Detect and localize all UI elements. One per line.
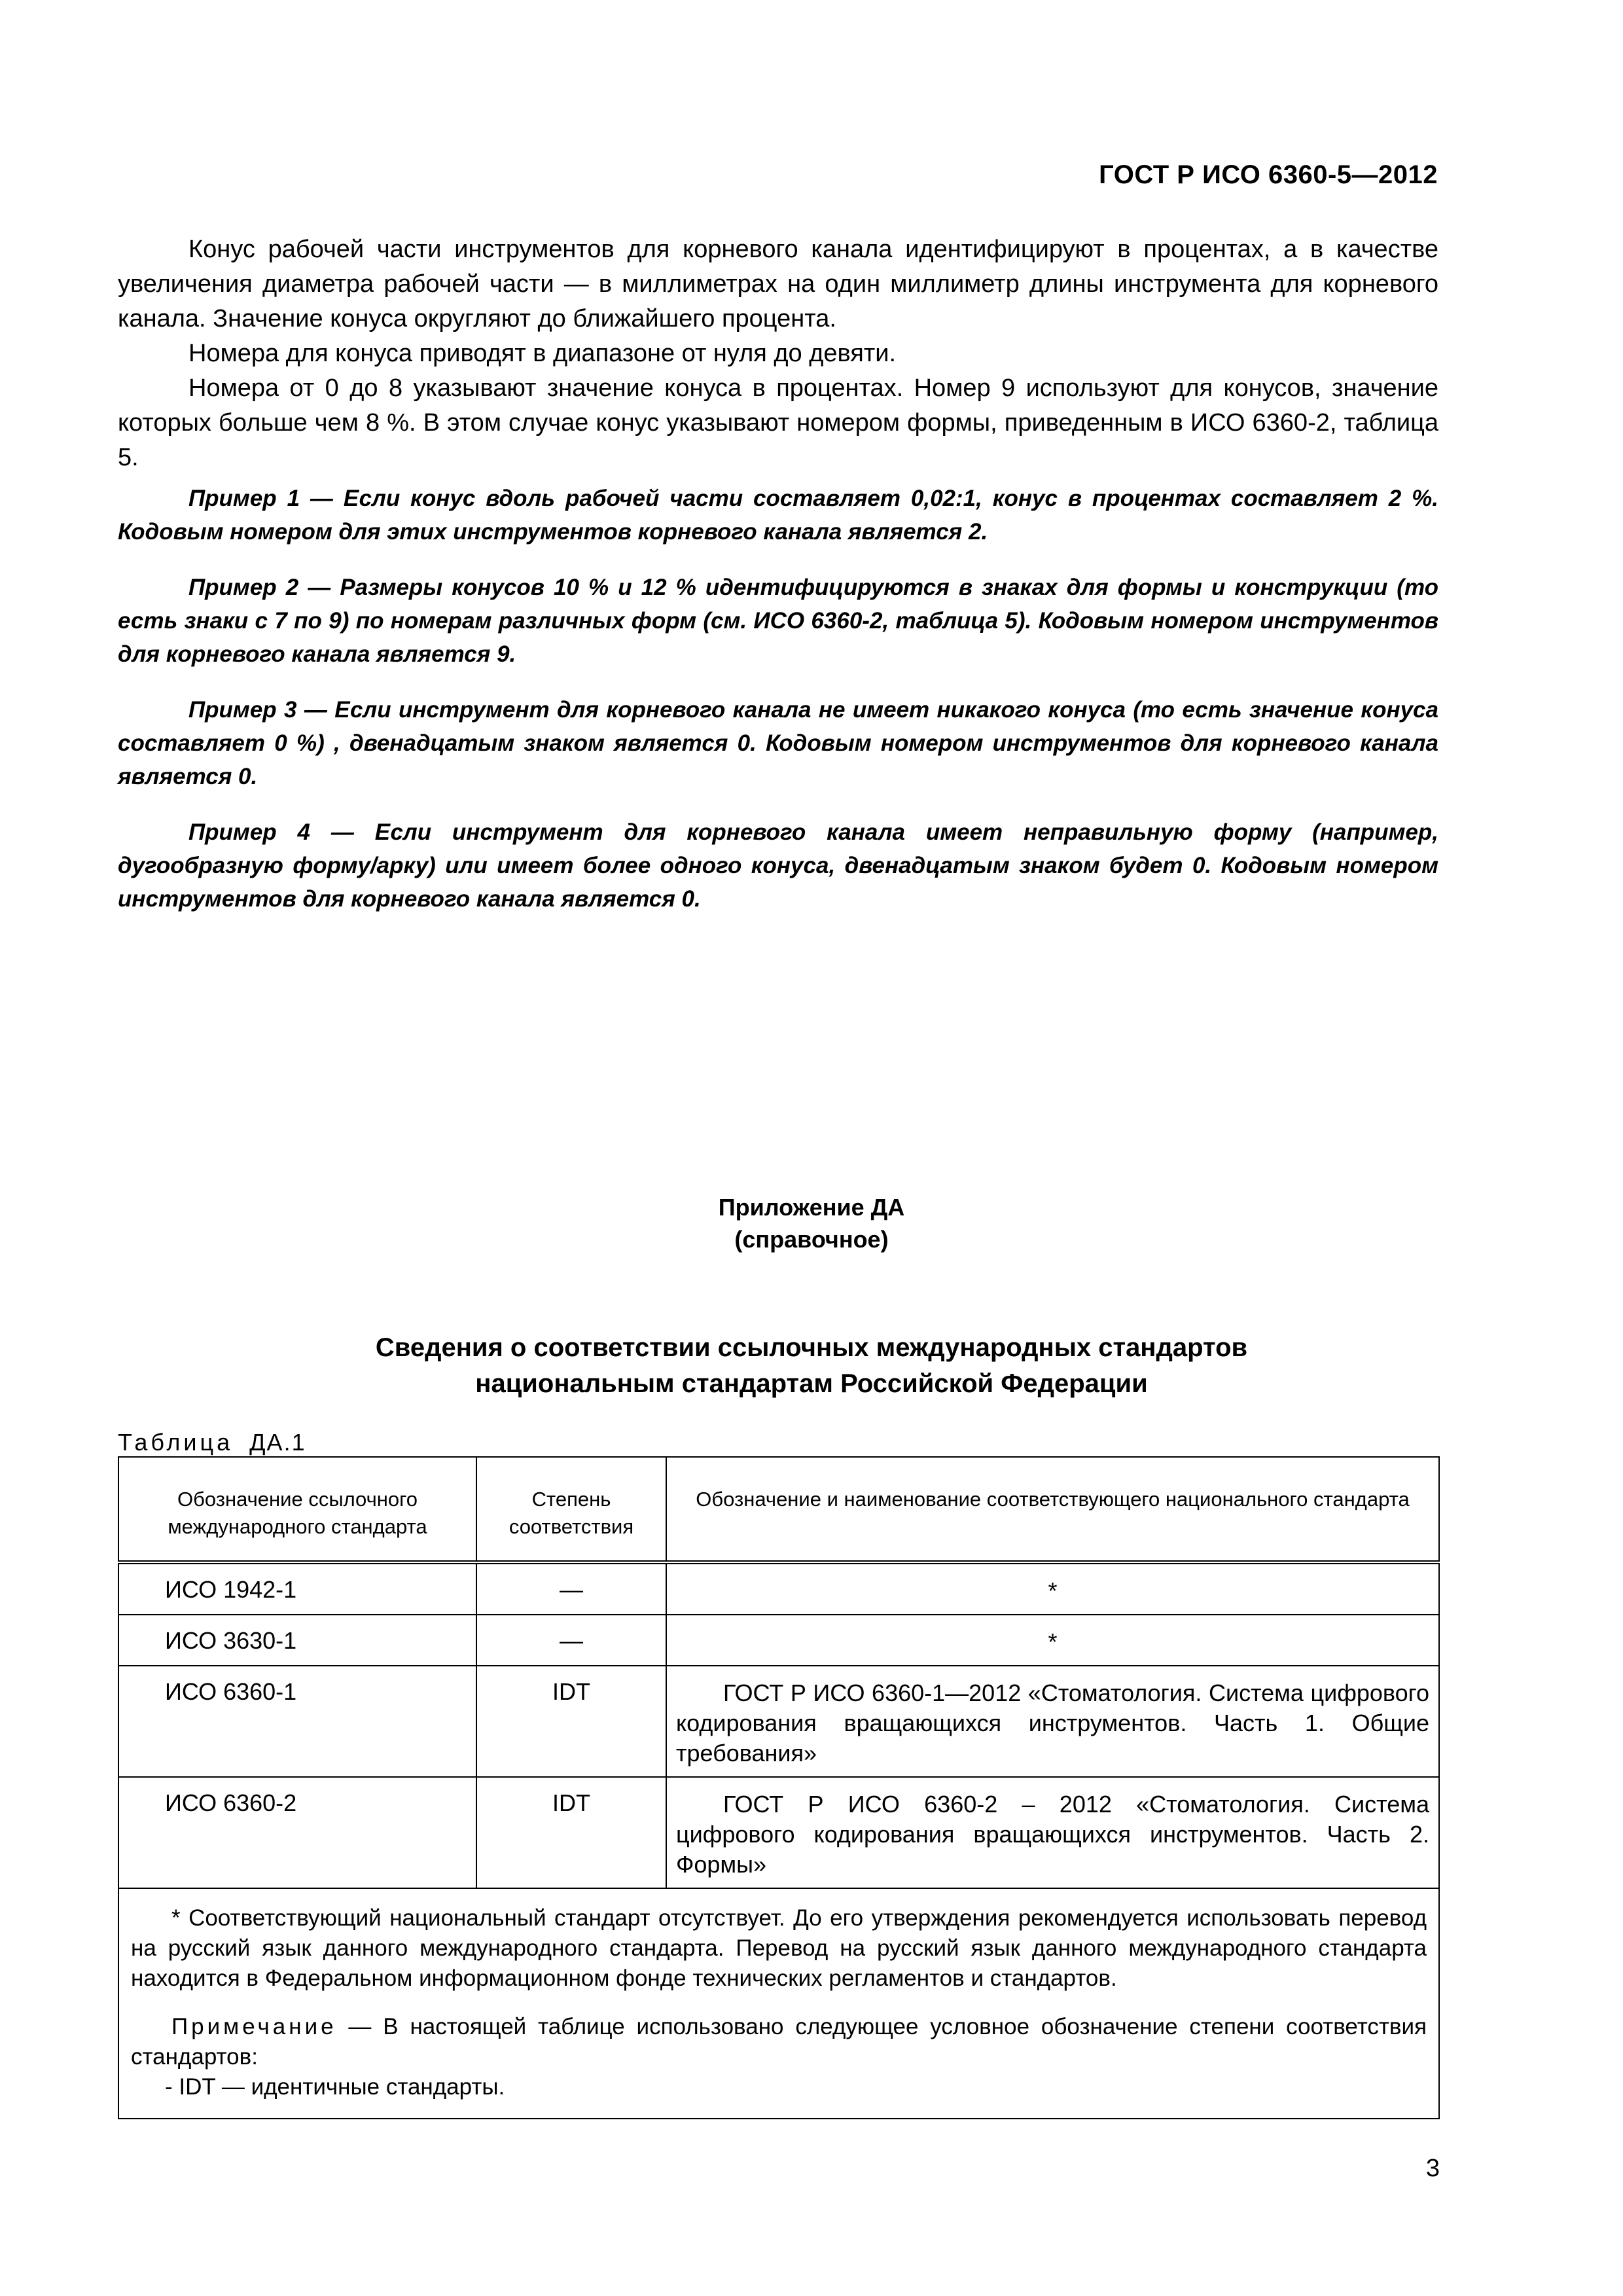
annex-label: Приложение ДА <box>718 1194 905 1221</box>
table-caption-word: Таблица <box>118 1429 234 1456</box>
table-row <box>118 1562 1439 1615</box>
annex-type: (справочное) <box>734 1226 889 1253</box>
ref-cell: ИСО 1942-1 <box>118 1562 476 1615</box>
page-number: 3 <box>1425 2155 1440 2182</box>
annex-heading <box>0 1191 1623 1255</box>
note-label: Примечание <box>171 2014 337 2039</box>
examples-block <box>118 482 1438 938</box>
title-line-2: национальным стандартам Российской Федерации <box>475 1369 1148 1398</box>
paragraph: Номера от 0 до 8 указывают значение конуса в процентах. Номер 9 используют для конусов, значение которых больше чем 8 %. В этом случае конус указывают номером формы, приведенным в ИСО 6360-2, таблица 5. <box>118 374 1438 471</box>
table-note-item: - IDT — идентичные стандарты. <box>165 2074 505 2100</box>
table-caption-number: ДА.1 <box>249 1429 306 1456</box>
national-cell: * <box>666 1562 1439 1615</box>
paragraph: Номера для конуса приводят в диапазоне от нуля до девяти. <box>188 340 897 367</box>
national-cell: ГОСТ Р ИСО 6360-1—2012 «Стоматология. Система цифрового кодирования вращающихся инструментов. Часть 1. Общие требования» <box>666 1666 1439 1777</box>
example-1: Пример 1 — Если конус вдоль рабочей части составляет 0,02:1, конус в процентах составляет 2 %. Кодовым номером для этих инструментов корневого канала является 2. <box>118 486 1438 545</box>
table-footnote: * Соответствующий национальный стандарт отсутствует. До его утверждения рекомендуется использовать перевод на русский язык данного международного стандарта. Перевод на русский язык данного международного стандарта находится в Федеральном информационном фонде технических регламентов и стандартов. <box>131 1905 1427 1991</box>
degree-cell: — <box>476 1562 666 1615</box>
header-degree: Степень соответствия <box>476 1457 666 1562</box>
national-cell: ГОСТ Р ИСО 6360-2 – 2012 «Стоматология. Система цифрового кодирования вращающихся инструментов. Часть 2. Формы» <box>666 1777 1439 1888</box>
paragraph: Конус рабочей части инструментов для корневого канала идентифицируют в процентах, а в качестве увеличения диаметра рабочей части — в миллиметрах на один миллиметр длины инструмента для корневого канала. Значение конуса округляют до ближайшего процента. <box>118 236 1438 332</box>
table-row <box>118 1666 1439 1777</box>
degree-cell: — <box>476 1615 666 1666</box>
table-header-row <box>118 1457 1439 1562</box>
header-national-standard: Обозначение и наименование соответствующего национального стандарта <box>666 1457 1439 1562</box>
table-notes-row <box>118 1888 1439 2119</box>
ref-cell: ИСО 3630-1 <box>118 1615 476 1666</box>
table-caption <box>118 1429 306 1456</box>
ref-cell: ИСО 6360-1 <box>118 1666 476 1777</box>
table-notes <box>118 1888 1439 2119</box>
degree-cell: IDT <box>476 1777 666 1888</box>
ref-cell: ИСО 6360-2 <box>118 1777 476 1888</box>
national-cell: * <box>666 1615 1439 1666</box>
header-ref-standard: Обозначение ссылочного международного стандарта <box>118 1457 476 1562</box>
body-text <box>118 232 1438 475</box>
note-text: — В настоящей таблице использовано следующее условное обозначение степени соответствия стандартов: <box>131 2014 1427 2070</box>
table-note <box>131 2012 1427 2072</box>
example-2: Пример 2 — Размеры конусов 10 % и 12 % идентифицируются в знаках для формы и конструкции (то есть знаки с 7 по 9) по номерам различных форм (см. ИСО 6360-2, таблица 5). Кодовым номером инструментов для корневого канала является 9. <box>118 575 1438 667</box>
title-line-1: Сведения о соответствии ссылочных международных стандартов <box>375 1333 1248 1362</box>
correspondence-table <box>118 1456 1440 2119</box>
example-4: Пример 4 — Если инструмент для корневого канала имеет неправильную форму (например, дугообразную форму/арку) или имеет более одного конуса, двенадцатым знаком будет 0. Кодовым номером инструментов для корневого канала является 0. <box>118 819 1438 912</box>
annex-title <box>0 1330 1623 1402</box>
table-row <box>118 1777 1439 1888</box>
degree-cell: IDT <box>476 1666 666 1777</box>
table-row <box>118 1615 1439 1666</box>
document-code: ГОСТ Р ИСО 6360-5—2012 <box>1099 160 1438 189</box>
example-3: Пример 3 — Если инструмент для корневого канала не имеет никакого конуса (то есть значение конуса составляет 0 %) , двенадцатым знаком является 0. Кодовым номером инструментов для корневого канала является 0. <box>118 697 1438 789</box>
